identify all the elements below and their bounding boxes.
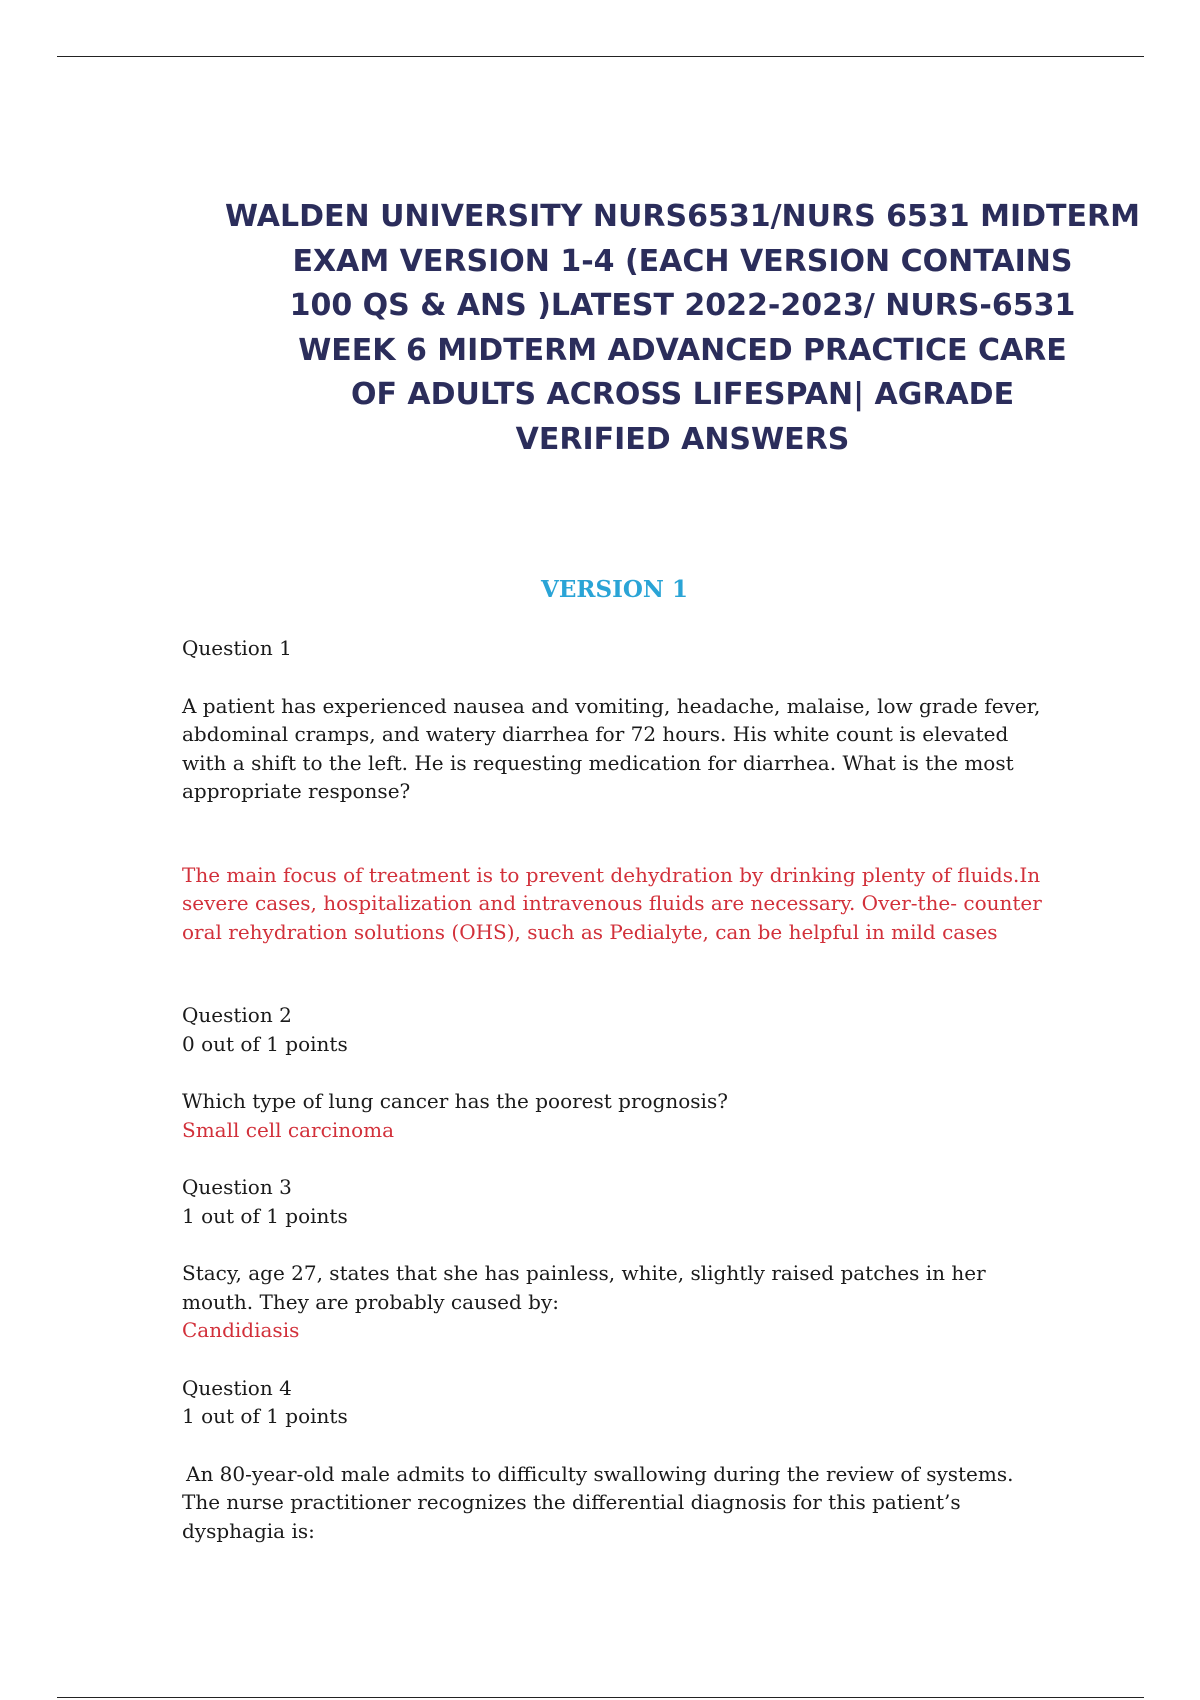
question-text-line: The nurse practitioner recognizes the differential diagnosis for this patient’s [182,1490,961,1514]
answer-text-line: The main focus of treatment is to prevent dehydration by drinking plenty of fluids.In [182,862,1041,887]
question-text-line: An 80-year-old male admits to difficulty swallowing during the review of systems. [186,1461,1014,1486]
question-label: Question 3 [182,1175,292,1199]
question-text-line: with a shift to the left. He is requesting medication for diarrhea. What is the most [182,750,1014,775]
question-3 [182,1173,1082,1345]
title-line: WALDEN UNIVERSITY NURS6531/NURS 6531 MIDTERM [225,199,1140,234]
title-line: OF ADULTS ACROSS LIFESPAN| AGRADE [350,377,1015,412]
title-line: VERIFIED ANSWERS [515,421,850,457]
question-label: Question 1 [182,636,292,660]
document-title [160,195,1200,462]
title-line: 100 QS & ANS )LATEST 2022-2023/ NURS-6531 [289,288,1076,323]
question-text-line: abdominal cramps, and watery diarrhea for 72 hours. His white count is elevated [182,722,1009,746]
answer-text: Small cell carcinoma [182,1117,395,1142]
questions-content [182,634,1082,1545]
question-4 [182,1374,1082,1546]
question-text-line: dysphagia is: [182,1518,315,1543]
question-text-line: appropriate response? [182,779,411,803]
question-text-line: Stacy, age 27, states that she has painless, white, slightly raised patches in her [182,1261,986,1285]
question-points: 1 out of 1 points [182,1203,348,1228]
question-1 [182,634,1082,946]
answer-text-line: severe cases, hospitalization and intravenous fluids are necessary. Over-the- counter [182,891,1042,915]
title-line: EXAM VERSION 1-4 (EACH VERSION CONTAINS [292,243,1073,279]
question-2 [182,1001,1082,1144]
bottom-rule [57,1697,1144,1698]
question-text-line: mouth. They are probably caused by: [182,1289,560,1314]
question-label: Question 2 [182,1003,292,1027]
top-rule [57,56,1144,57]
question-label: Question 4 [182,1375,292,1400]
title-line: WEEK 6 MIDTERM ADVANCED PRACTICE CARE [298,332,1067,368]
answer-text: Candidiasis [182,1318,300,1342]
question-points: 0 out of 1 points [182,1031,348,1056]
question-points: 1 out of 1 points [182,1404,348,1428]
version-heading: VERSION 1 [541,576,688,603]
question-text-line: A patient has experienced nausea and vomiting, headache, malaise, low grade fever, [182,693,1041,718]
question-text-line: Which type of lung cancer has the poorest prognosis? [182,1089,728,1113]
answer-text-line: oral rehydration solutions (OHS), such as Pedialyte, can be helpful in mild cases [182,919,998,944]
